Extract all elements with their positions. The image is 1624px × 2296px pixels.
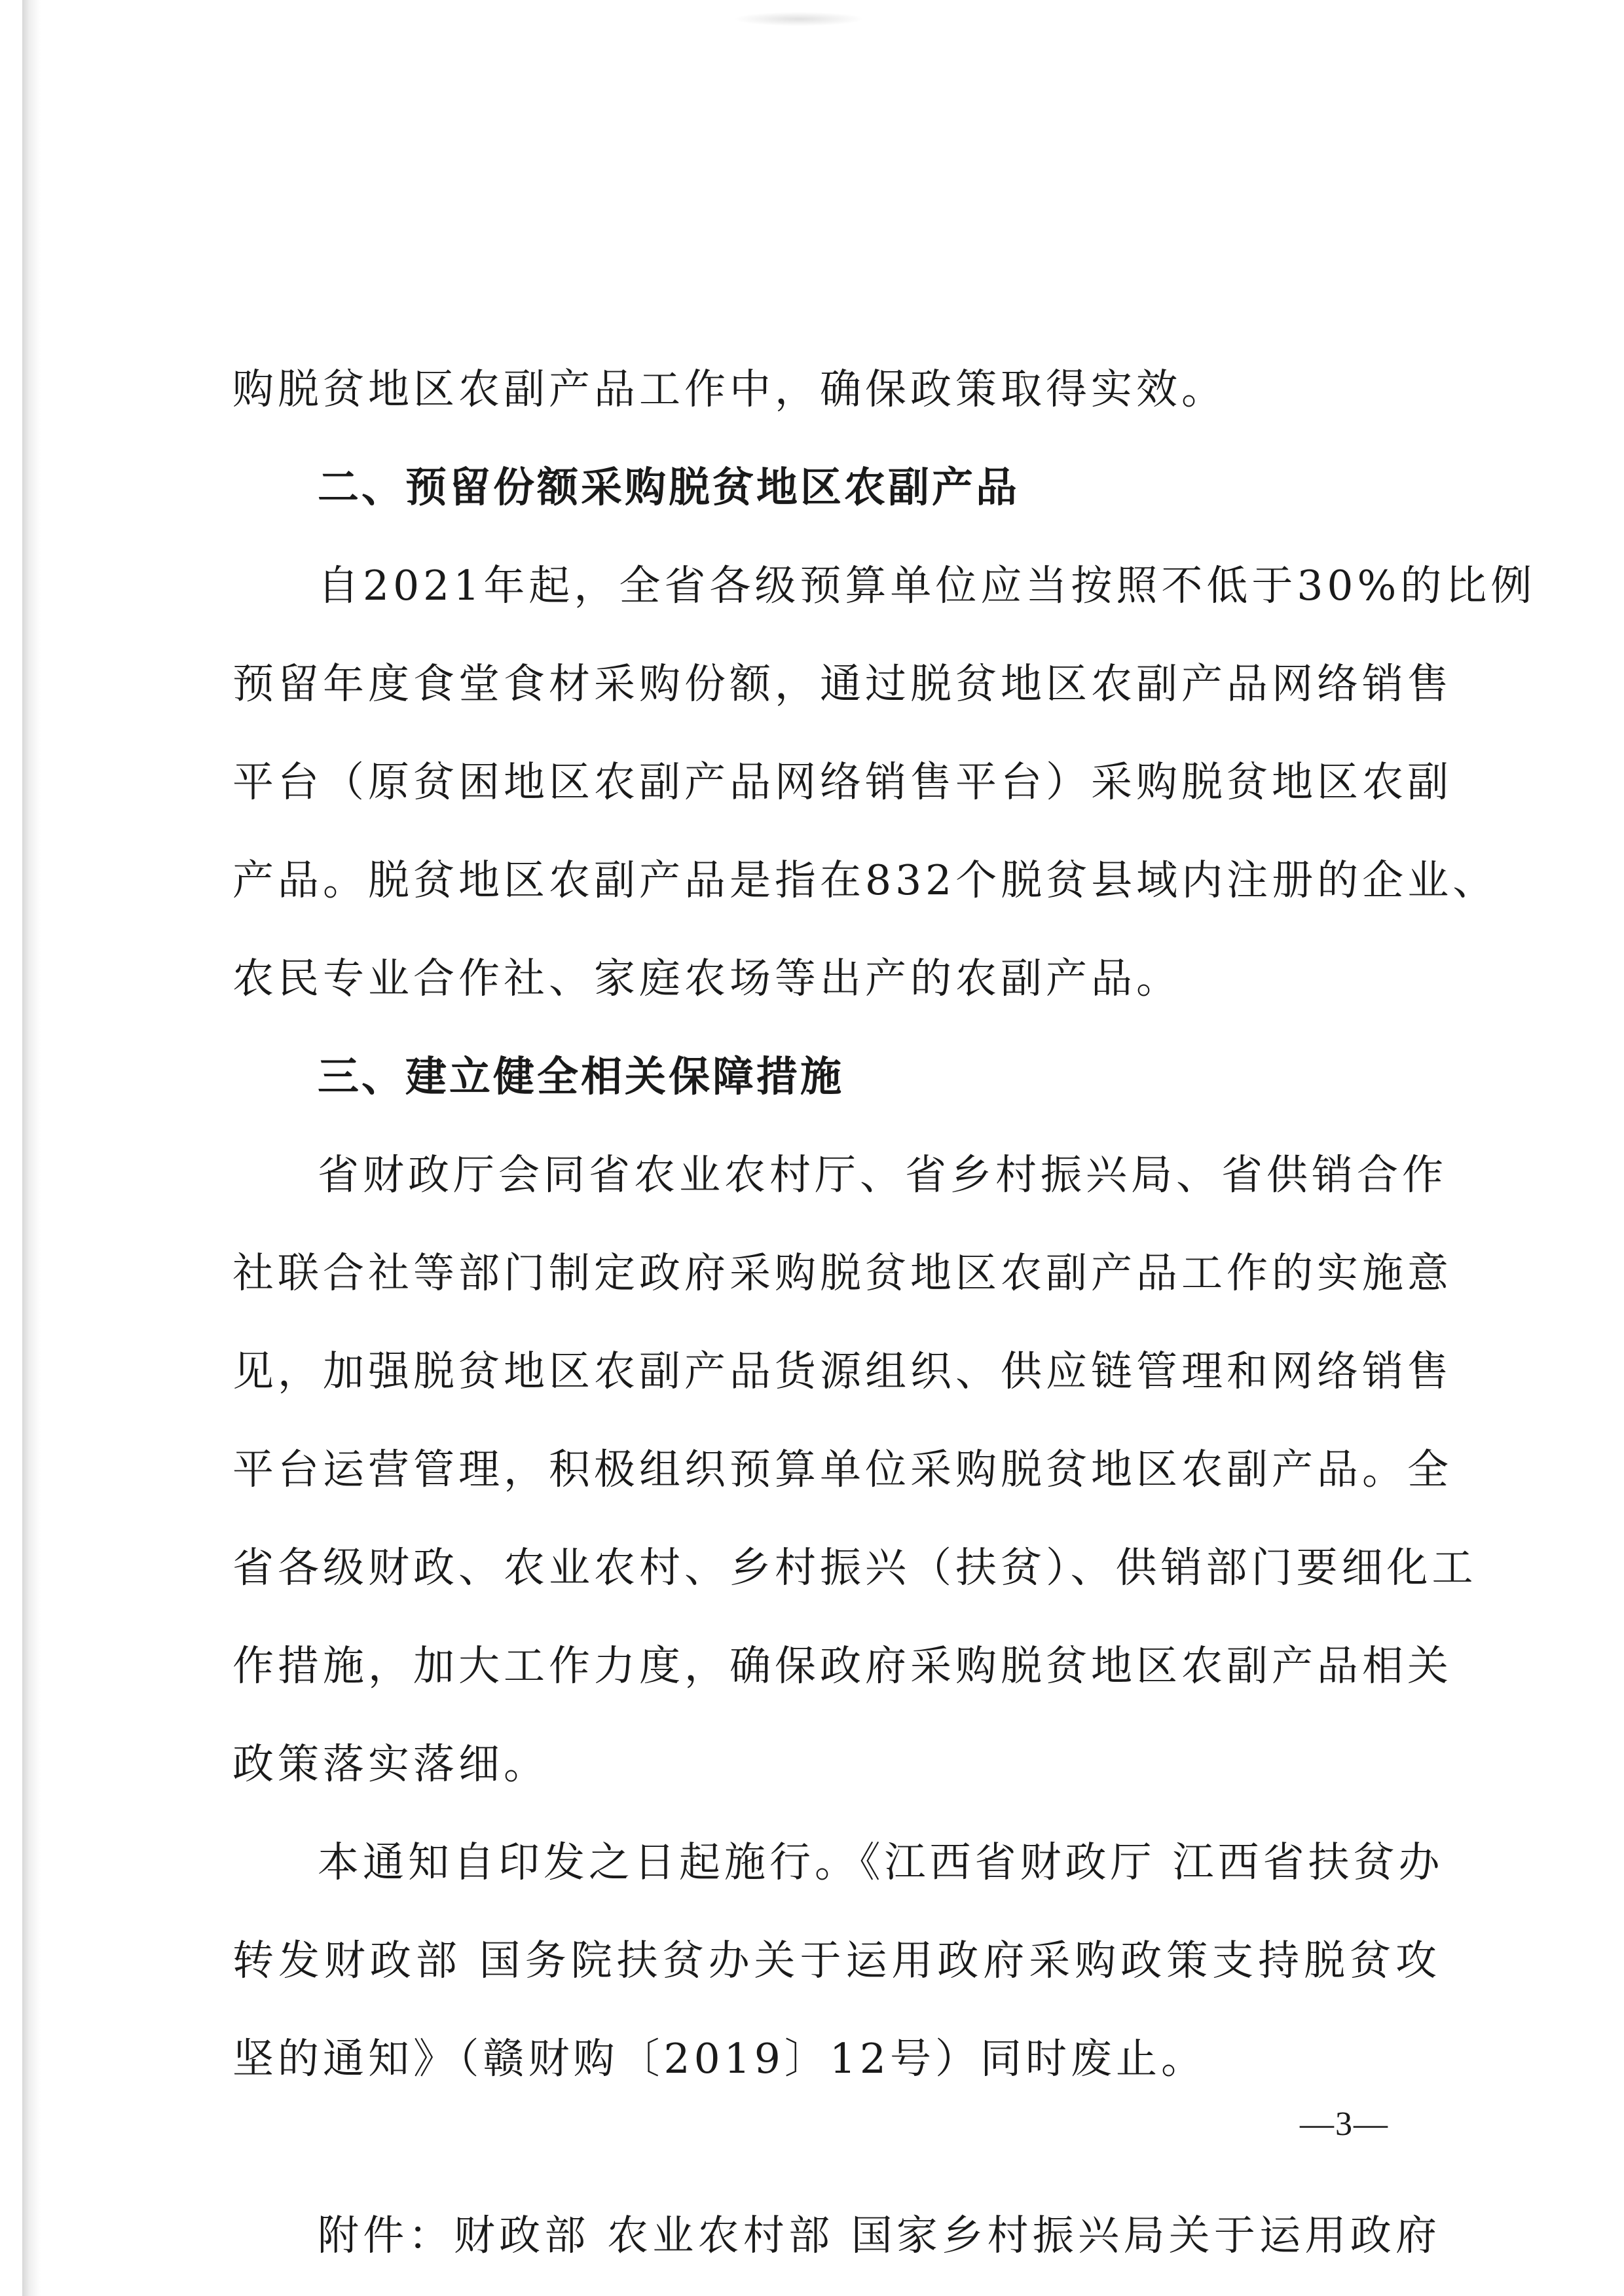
- section-two-heading: 二、预留份额采购脱贫地区农副产品: [318, 464, 1020, 511]
- document-body: [232, 340, 1536, 2285]
- page-number: —3—: [1300, 2105, 1389, 2143]
- section-three-line: 社联合社等部门制定政府采购脱贫地区农副产品工作的实施意: [232, 1249, 1452, 1297]
- section-three-line: 省各级财政、农业农村、乡村振兴（扶贫）、供销部门要细化工: [232, 1544, 1477, 1592]
- intro-continuation-line: 购脱贫地区农副产品工作中，确保政策取得实效。: [232, 365, 1227, 413]
- section-two-line: 农民专业合作社、家庭农场等出产的农副产品。: [232, 955, 1181, 1002]
- attachment-line: 附件：财政部 农业农村部 国家乡村振兴局关于运用政府: [318, 2212, 1441, 2259]
- section-two-line: 产品。脱贫地区农副产品是指在832个脱贫县域内注册的企业、: [232, 856, 1498, 904]
- scan-smudge: [733, 12, 864, 26]
- scan-edge-shadow: [22, 0, 41, 2296]
- section-two-line: 预留年度食堂食材采购份额，通过脱贫地区农副产品网络销售: [232, 660, 1452, 708]
- section-two-line: 自2021年起，全省各级预算单位应当按照不低于30%的比例: [318, 562, 1536, 610]
- effective-notice-line: 坚的通知》（赣财购〔2019〕12号）同时废止。: [232, 2035, 1206, 2083]
- effective-notice-line: 本通知自印发之日起施行。《江西省财政厅 江西省扶贫办: [318, 1838, 1444, 1886]
- section-two-line: 平台（原贫困地区农副产品网络销售平台）采购脱贫地区农副: [232, 758, 1452, 806]
- section-three-line: 政策落实落细。: [232, 1740, 549, 1788]
- spacer: [232, 2108, 1441, 2187]
- section-three-line: 见，加强脱贫地区农副产品货源组织、供应链管理和网络销售: [232, 1347, 1452, 1395]
- section-three-heading: 三、建立健全相关保障措施: [318, 1053, 844, 1101]
- effective-notice-line: 转发财政部 国务院扶贫办关于运用政府采购政策支持脱贫攻: [232, 1937, 1441, 1984]
- section-three-line: 作措施，加大工作力度，确保政府采购脱贫地区农副产品相关: [232, 1642, 1452, 1690]
- section-three-line: 省财政厅会同省农业农村厅、省乡村振兴局、省供销合作: [318, 1151, 1447, 1199]
- section-three-line: 平台运营管理，积极组织预算单位采购脱贫地区农副产品。全: [232, 1446, 1452, 1493]
